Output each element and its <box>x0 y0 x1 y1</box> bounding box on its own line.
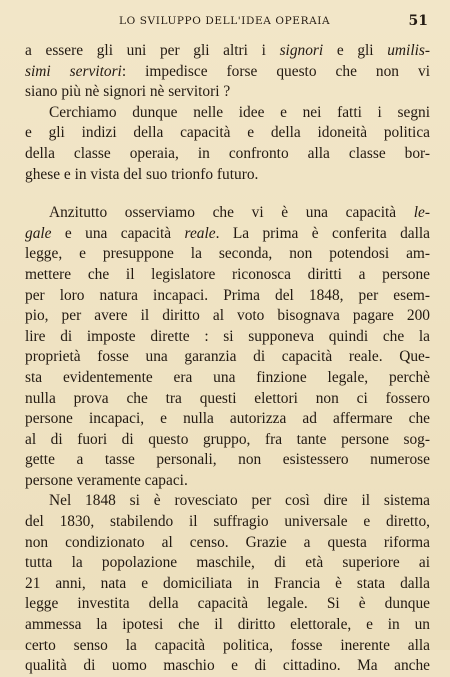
body-text <box>25 41 430 677</box>
text-line <box>25 203 430 224</box>
text-line <box>25 430 430 451</box>
text-line <box>25 409 430 430</box>
text-segment: . La prima è conferita dalla <box>215 224 430 242</box>
text-line <box>25 347 430 368</box>
text-segment: persone veramente capaci. <box>25 471 188 489</box>
text-segment: ammessa la ipotesi che il diritto elettorale, e in un <box>25 616 430 634</box>
text-line <box>25 286 430 307</box>
text-segment: nulla prova che tra questi elettori non ci fossero <box>25 389 430 407</box>
text-segment: certo senso la capacità politica, fosse inerente alla <box>25 636 430 654</box>
text-segment: per loro natura incapaci. Prima del 1848, per esem- <box>25 286 430 304</box>
text-segment: qualità di uomo maschio e di cittadino. Ma anche <box>25 657 430 675</box>
italic-text: reale <box>184 224 216 242</box>
text-line <box>25 615 430 636</box>
text-line <box>25 103 430 124</box>
text-segment: : impedisce forse questo che non vi <box>121 62 430 80</box>
text-line <box>25 144 430 165</box>
text-line <box>25 533 430 554</box>
text-segment: al di fuori di questo gruppo, fra tante persone sog- <box>25 430 430 448</box>
text-line <box>25 636 430 657</box>
text-line <box>25 244 430 265</box>
text-line <box>25 62 430 83</box>
text-segment: ghese e in vista del suo trionfo futuro. <box>25 165 259 183</box>
text-line <box>25 450 430 471</box>
text-segment: 21 anni, nata e domiciliata in Francia è stata dalla <box>25 574 430 592</box>
text-segment: Cerchiamo dunque nelle idee e nei fatti i segni <box>49 103 430 121</box>
text-segment: Nel 1848 si è rovesciato per così dire il sistema <box>49 492 430 510</box>
text-segment: pio, per avere il diritto al voto bisognava pagare 200 <box>25 307 430 325</box>
text-line <box>25 306 430 327</box>
text-line <box>25 594 430 615</box>
text-segment: e gli <box>323 42 388 59</box>
running-title: LO SVILUPPO DELL'IDEA OPERAIA <box>119 15 331 27</box>
text-segment: Anzitutto osserviamo che vi è una capacità <box>49 204 414 222</box>
text-segment: del 1830, stabilendo il suffragio universale e diretto, <box>25 513 430 531</box>
text-line <box>25 389 430 410</box>
text-line <box>25 82 430 103</box>
italic-text: umilis- <box>387 42 430 59</box>
text-segment: legge, e presuppone la seconda, non potendosi am- <box>25 245 430 263</box>
paragraph <box>25 203 430 491</box>
text-segment: della classe operaia, in confronto alla classe bor- <box>25 144 430 162</box>
text-line <box>25 491 430 512</box>
text-line <box>25 327 430 348</box>
text-segment: mettere che il legislatore riconosca diritti a persone <box>25 265 430 283</box>
italic-text: le- <box>413 204 430 222</box>
text-line <box>25 41 430 62</box>
text-line <box>25 656 430 677</box>
text-segment: e una capacità <box>51 224 185 242</box>
page-header <box>0 13 450 33</box>
paragraph <box>25 103 430 185</box>
text-line <box>25 574 430 595</box>
text-line <box>25 553 430 574</box>
paragraph <box>25 41 430 103</box>
text-segment: a essere gli uni per gli altri i <box>25 42 280 59</box>
text-line <box>25 512 430 533</box>
text-segment: tutta la popolazione maschile, di età superiore ai <box>25 554 430 572</box>
page-number: 51 <box>408 13 428 29</box>
text-segment: e gli indizi della capacità e della idoneità politica <box>25 124 430 142</box>
text-line <box>25 265 430 286</box>
paragraph <box>25 491 430 676</box>
text-line <box>25 165 430 186</box>
italic-text: signori <box>279 42 324 59</box>
text-segment: gette a tasse personali, non esistessero numerose <box>25 451 430 469</box>
text-segment: persone incapaci, e nulla autorizza ad affermare che <box>25 410 430 428</box>
text-line <box>25 368 430 389</box>
text-line <box>25 471 430 492</box>
text-segment: non condizionato al censo. Grazie a questa riforma <box>25 533 430 551</box>
text-segment: proprietà fosse una garanzia di capacità reale. Que- <box>25 348 430 366</box>
italic-text: simi servitori <box>25 62 122 80</box>
text-line <box>25 123 430 144</box>
italic-text: gale <box>25 224 52 242</box>
text-segment: sta evidentemente era una finzione legale, perchè <box>25 368 430 386</box>
text-line <box>25 224 430 245</box>
paragraph-gap <box>25 185 430 203</box>
text-segment: legge investita della capacità legale. Si è dunque <box>25 595 430 613</box>
text-segment: lire di imposte dirette : si supponeva quindi che la <box>25 327 430 345</box>
text-segment: siano più nè signori nè servitori ? <box>25 83 231 101</box>
